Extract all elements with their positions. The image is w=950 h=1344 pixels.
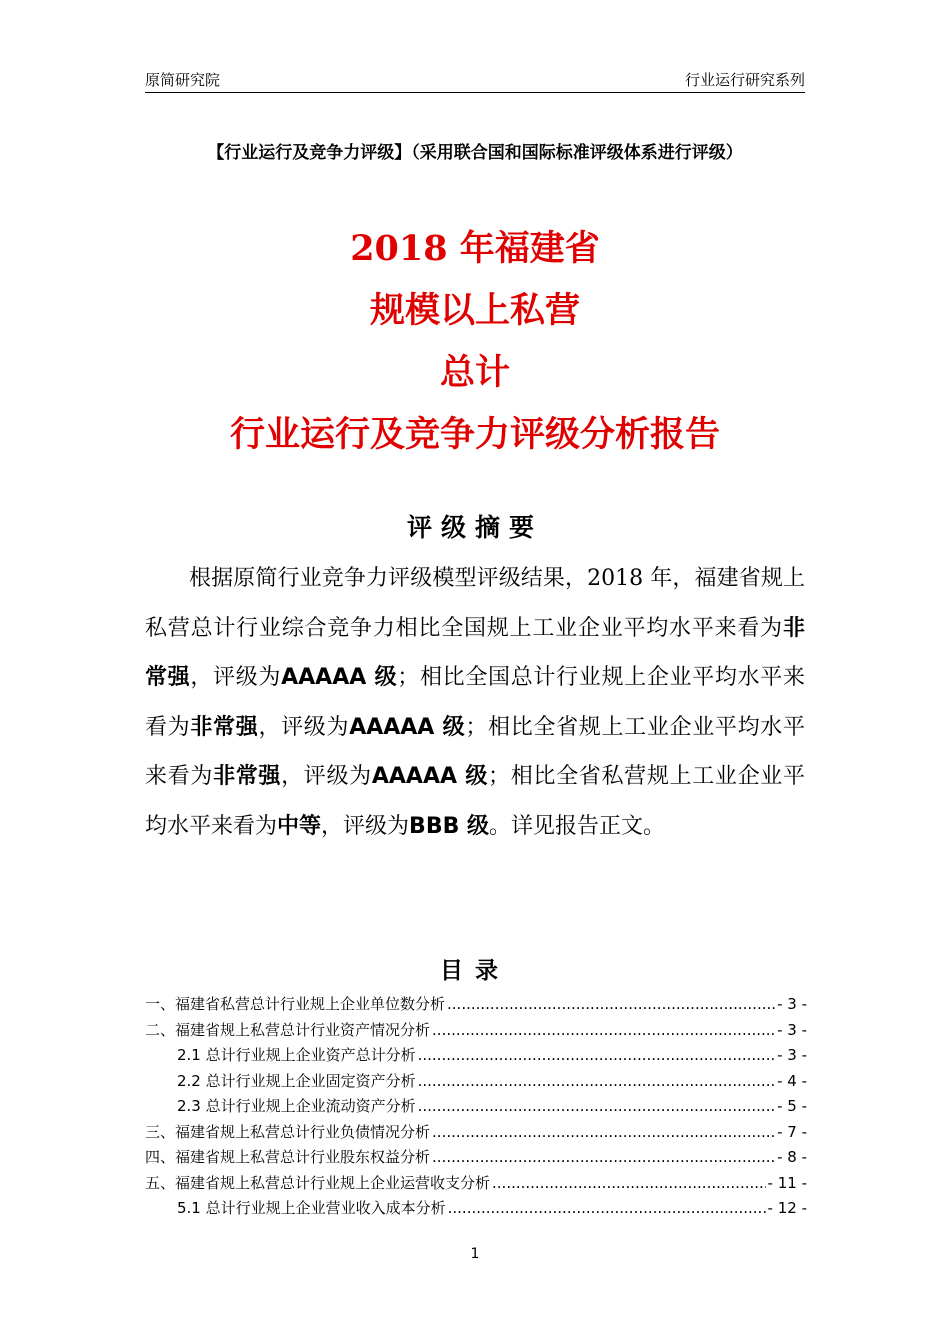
summary-emphasis: 中等 xyxy=(277,813,322,839)
toc-entry[interactable] xyxy=(145,1172,807,1198)
toc-entry[interactable] xyxy=(145,1197,807,1223)
toc-entry-label: 三、福建省规上私营总计行业负债情况分析 xyxy=(145,1122,431,1141)
summary-text: ，评级为 xyxy=(190,665,282,690)
toc-entry[interactable] xyxy=(145,1146,807,1172)
toc-entry-label: 2.2 总计行业规上企业固定资产分析 xyxy=(177,1071,416,1090)
summary-emphasis: BBB 级 xyxy=(409,813,490,839)
toc-entry-page: - 3 - xyxy=(777,1020,807,1039)
toc-entry-page: - 11 - xyxy=(767,1173,807,1192)
summary-text: ；相比全省私营规上工业企业平均水平来看为 xyxy=(145,764,805,839)
toc-entry-label: 2.1 总计行业规上企业资产总计分析 xyxy=(177,1046,416,1064)
toc-entry-label: 四、福建省规上私营总计行业股东权益分析 xyxy=(145,1148,431,1166)
summary-emphasis: 非常强 xyxy=(145,615,805,690)
toc-heading: 目录 xyxy=(440,958,510,984)
title-line-3: 总计 xyxy=(439,352,510,393)
toc-entry[interactable] xyxy=(145,1121,807,1147)
toc-dot-leader xyxy=(448,1199,766,1217)
summary-emphasis: AAAAA 级 xyxy=(371,764,489,789)
summary-emphasis: 非常强 xyxy=(213,764,282,789)
summary-text: ，评级为 xyxy=(258,714,350,740)
title-line-2: 规模以上私营 xyxy=(369,290,580,331)
title-line-1: 2018 年福建省 xyxy=(350,228,600,269)
toc-entry-page: - 3 - xyxy=(777,995,807,1013)
toc-entry-page: - 8 - xyxy=(777,1148,807,1166)
toc-entry[interactable] xyxy=(145,993,807,1019)
summary-text: ；相比全国总计行业规上企业平均水平来看为 xyxy=(145,665,805,740)
page-header xyxy=(145,66,805,93)
toc-entry-label: 2.3 总计行业规上企业流动资产分析 xyxy=(177,1097,416,1115)
toc-entry-page: - 12 - xyxy=(767,1199,807,1217)
table-of-contents xyxy=(145,993,807,1223)
toc-entry-label: 5.1 总计行业规上企业营业收入成本分析 xyxy=(177,1199,446,1217)
toc-entry-page: - 4 - xyxy=(777,1071,807,1090)
toc-entry-label: 五、福建省规上私营总计行业规上企业运营收支分析 xyxy=(145,1173,491,1192)
toc-entry[interactable] xyxy=(145,1070,807,1096)
toc-dot-leader xyxy=(418,1072,775,1090)
toc-dot-leader xyxy=(492,1174,766,1192)
toc-entry[interactable] xyxy=(145,1044,807,1070)
summary-text: 根据原简行业竞争力评级模型评级结果，2018 年，福建省规上私营总计行业综合竞争力相比全国规上工业企业平均水平来看为 xyxy=(145,566,805,641)
summary-text: ；相比全省规上工业企业平均水平来看为 xyxy=(145,714,805,789)
summary-paragraph xyxy=(145,554,805,851)
header-left: 原简研究院 xyxy=(145,71,221,89)
summary-text: ，评级为 xyxy=(281,764,372,789)
toc-dot-leader xyxy=(418,1097,775,1115)
toc-entry[interactable] xyxy=(145,1095,807,1121)
summary-emphasis: AAAAA 级 xyxy=(349,714,466,740)
summary-heading: 评级摘要 xyxy=(406,513,543,542)
toc-entry-page: - 7 - xyxy=(777,1122,807,1141)
toc-dot-leader xyxy=(432,1021,775,1039)
rating-tag-line: 【行业运行及竞争力评级】（采用联合国和国际标准评级体系进行评级） xyxy=(207,143,743,163)
toc-entry-label: 一、福建省私营总计行业规上企业单位数分析 xyxy=(145,995,446,1013)
summary-text: 。详见报告正文。 xyxy=(489,813,666,839)
toc-entry[interactable] xyxy=(145,1019,807,1045)
report-title xyxy=(0,218,950,466)
toc-dot-leader xyxy=(432,1148,775,1166)
toc-dot-leader xyxy=(432,1123,775,1141)
toc-entry-page: - 3 - xyxy=(777,1046,807,1064)
summary-body xyxy=(145,554,805,851)
header-right: 行业运行研究系列 xyxy=(684,71,805,89)
toc-entry-label: 二、福建省规上私营总计行业资产情况分析 xyxy=(145,1020,431,1039)
title-line-4: 行业运行及竞争力评级分析报告 xyxy=(229,414,720,455)
summary-emphasis: AAAAA 级 xyxy=(281,665,398,690)
toc-entry-page: - 5 - xyxy=(777,1097,807,1115)
page-number: 1 xyxy=(470,1246,480,1262)
toc-dot-leader xyxy=(447,995,775,1013)
toc-dot-leader xyxy=(418,1046,775,1064)
summary-text: ，评级为 xyxy=(321,813,410,839)
summary-emphasis: 非常强 xyxy=(190,714,259,740)
